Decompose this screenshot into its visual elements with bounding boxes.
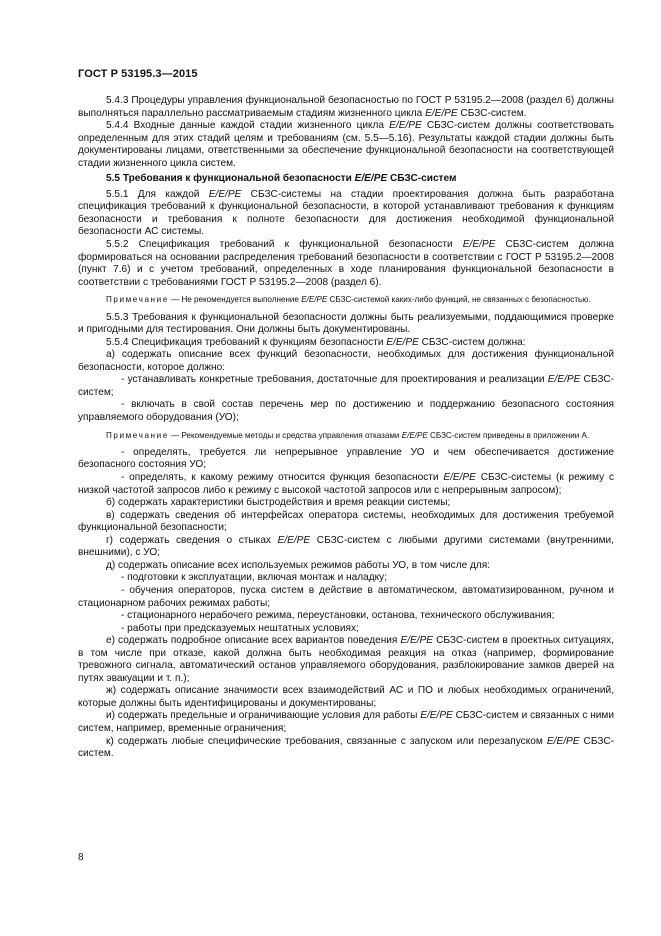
standard-header: ГОСТ Р 53195.3—2015 [78, 68, 198, 80]
list-item-i: и) содержать предельные и ограничивающие условия для работы E/E/PE СБЗС-систем и связанных с ними систем, например, временные ограничения; [78, 710, 614, 734]
paragraph-5-5-1: 5.5.1 Для каждой E/E/PE СБЗС-системы на стадии проектирования должна быть разработана спецификация требований к функциональной безопасности, в которой устанавливают требования к функциям безопасности и требования к полноте безопасности для достижения необходимой функциональной безопасности АС системы. [78, 188, 614, 238]
list-subitem-a2: - включать в свой состав перечень мер по достижению и поддержанию безопасного состояния управляемого оборудования (УО); [78, 399, 614, 423]
list-subitem-a1: - устанавливать конкретные требования, достаточные для проектирования и реализации E/E/PE СБЗС-систем; [78, 374, 614, 398]
note-1: Примечание — Не рекомендуется выполнение E/E/PE СБЗС-системой каких-либо функций, не связанных с безопасностью. [106, 295, 591, 305]
list-item-b: б) содержать характеристики быстродействия и время реакции системы; [106, 497, 451, 509]
list-subitem-d1: - подготовки к эксплуатации, включая монтаж и наладку; [121, 572, 388, 584]
list-item-d: д) содержать описание всех используемых режимов работы УО, в том числе для: [106, 559, 491, 571]
list-item-e: е) содержать подробное описание всех вариантов поведения E/E/PE СБЗС-систем в проектных ситуациях, в том числе при отказе, какой должна быть необходимая реакция на отказ (например, формирование тревожного сигнала, автоматический останов управляемого оборудования, разблокирование замков дверей на путях эвакуации и т. п.); [78, 635, 614, 684]
document-body [78, 95, 614, 761]
paragraph-5-4-3: 5.4.3 Процедуры управления функциональной безопасностью по ГОСТ Р 53195.2—2008 (раздел 6) должны выполняться параллельно рассматриваемым стадиям жизненного цикла E/E/PE СБЗС-систем. [78, 95, 614, 119]
list-item-a: а) содержать описание всех функций безопасности, необходимых для достижения функциональной безопасности, которое должно: [78, 349, 614, 373]
page-number: 8 [78, 852, 84, 863]
paragraph-5-5-2: 5.5.2 Спецификация требований к функциональной безопасности E/E/PE СБЗС-систем должна формироваться на основании распределения требований безопасности в соответствии с ГОСТ Р 53195.2—2008 (пункт 7.6) и с учетом требований, определенных в ходе планирования функциональной безопасности в соответствии с требованиями ГОСТ Р 53195.2—2008 (раздел 6). [78, 239, 615, 288]
list-item-g: г) содержать сведения о стыках E/E/PE СБЗС-систем с любыми другими системами (внутренними, внешними), с УО; [78, 534, 614, 559]
list-subitem-a4: - определять, к какому режиму относится функция безопасности E/E/PE СБЗС-системы (к режиму с низкой частотой запросов либо к режиму с высокой частотой запросов или с непрерывным запросом); [78, 472, 614, 496]
section-heading-5-5: 5.5 Требования к функциональной безопасности E/E/PE СБЗС-систем [106, 173, 457, 185]
list-subitem-d3: - стационарного нерабочего режима, переустановки, останова, технического обслуживания; [121, 610, 555, 622]
list-subitem-a3: - определять, требуется ли непрерывное управление УО и чем обеспечивается достижение безопасного состояния УО; [78, 446, 614, 471]
list-subitem-d2: - обучения операторов, пуска систем в действие в автоматическом, автоматизированном, ручном и стационарном рабочих режимах работы; [78, 584, 614, 609]
paragraph-5-4-4: 5.4.4 Входные данные каждой стадии жизненного цикла E/E/PE СБЗС-систем должны соответствовать определенным для этих стадий целям и требованиям (см. 5.5—5.16). Результаты каждой стадии должны быть документированы лицами, ответственными за обеспечение функциональной безопасности на соответствующей стадии жизненного цикла систем. [78, 120, 614, 169]
list-item-k: к) содержать любые специфические требования, связанные с запуском или перезапуском E/E/PE СБЗС-систем. [78, 735, 614, 760]
list-item-zh: ж) содержать описание значимости всех взаимодействий АС и ПО и любых необходимых ограничений, которые должны быть идентифицированы и документированы; [78, 685, 614, 709]
paragraph-5-5-4: 5.5.4 Спецификация требований к функциям безопасности E/E/PE СБЗС-систем должна: [106, 336, 526, 348]
list-subitem-d4: - работы при предсказуемых нештатных условиях; [121, 622, 359, 634]
note-2: Примечание — Рекомендуемые методы и средства управления отказами E/E/PE СБЗС-систем приведены в приложении А. [106, 430, 590, 440]
list-item-v: в) содержать сведения об интерфейсах оператора системы, необходимых для достижения требуемой функциональной безопасности; [78, 509, 614, 534]
paragraph-5-5-3: 5.5.3 Требования к функциональной безопасности должны быть реализуемыми, поддающимися проверке и пригодными для тестирования. Они должны быть документированы. [78, 311, 614, 336]
